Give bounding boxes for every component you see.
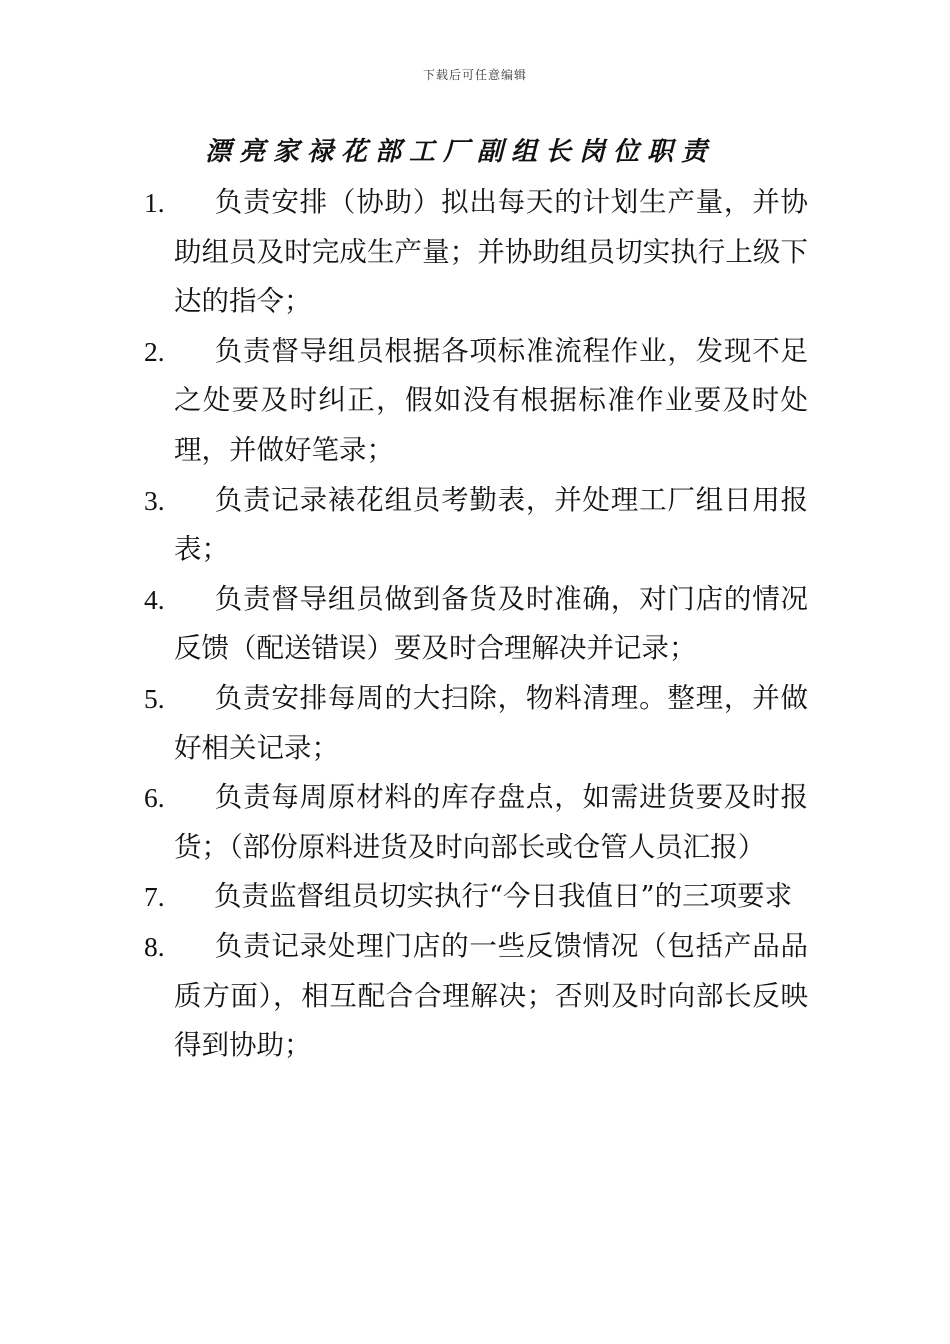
- duty-number: 7.: [144, 881, 165, 913]
- duty-number: 5.: [144, 682, 165, 714]
- duty-item: [144, 178, 808, 327]
- duty-number: 1.: [144, 187, 165, 218]
- duty-text: 负责记录裱花组员考勤表，并处理工厂组日用报表；: [174, 483, 808, 566]
- duty-item: [144, 575, 808, 674]
- duty-number: 8.: [144, 930, 165, 962]
- duty-item: [144, 872, 808, 922]
- duty-item: [144, 674, 808, 773]
- duty-text: 负责监督组员切实执行“今日我值日”的三项要求: [214, 880, 793, 913]
- duty-number: 3.: [144, 484, 165, 516]
- duty-item: [144, 476, 808, 575]
- duty-list: [144, 178, 808, 1071]
- document-title: 漂亮家禄花部工厂副组长岗位职责: [204, 137, 715, 167]
- duty-number: 6.: [144, 782, 165, 814]
- duty-item: [144, 773, 808, 872]
- duty-text: 负责督导组员做到备货及时准确，对门店的情况反馈（配送错误）要及时合理解决并记录；: [174, 582, 808, 665]
- duty-text: 负责每周原材料的库存盘点，如需进货要及时报货；（部份原料进货及时向部长或仓管人员汇报）: [174, 781, 808, 863]
- duty-text: 负责安排（协助）拟出每天的计划生产量，并协助组员及时完成生产量；并协助组员切实执行上级下达的指令；: [174, 186, 808, 318]
- duty-text: 负责记录处理门店的一些反馈情况（包括产品品质方面），相互配合合理解决；否则及时向部长反映得到协助；: [174, 929, 808, 1062]
- duty-text: 负责安排每周的大扫除，物料清理。整理，并做好相关记录；: [174, 681, 808, 764]
- duty-number: 4.: [144, 583, 165, 615]
- duty-item: [144, 922, 808, 1071]
- duty-text: 负责督导组员根据各项标准流程作业，发现不足之处要及时纠正，假如没有根据标准作业要及时处理，并做好笔录；: [174, 334, 808, 466]
- duty-item: [144, 327, 808, 476]
- header-note: 下载后可任意编辑: [422, 68, 527, 82]
- duty-number: 2.: [144, 335, 165, 367]
